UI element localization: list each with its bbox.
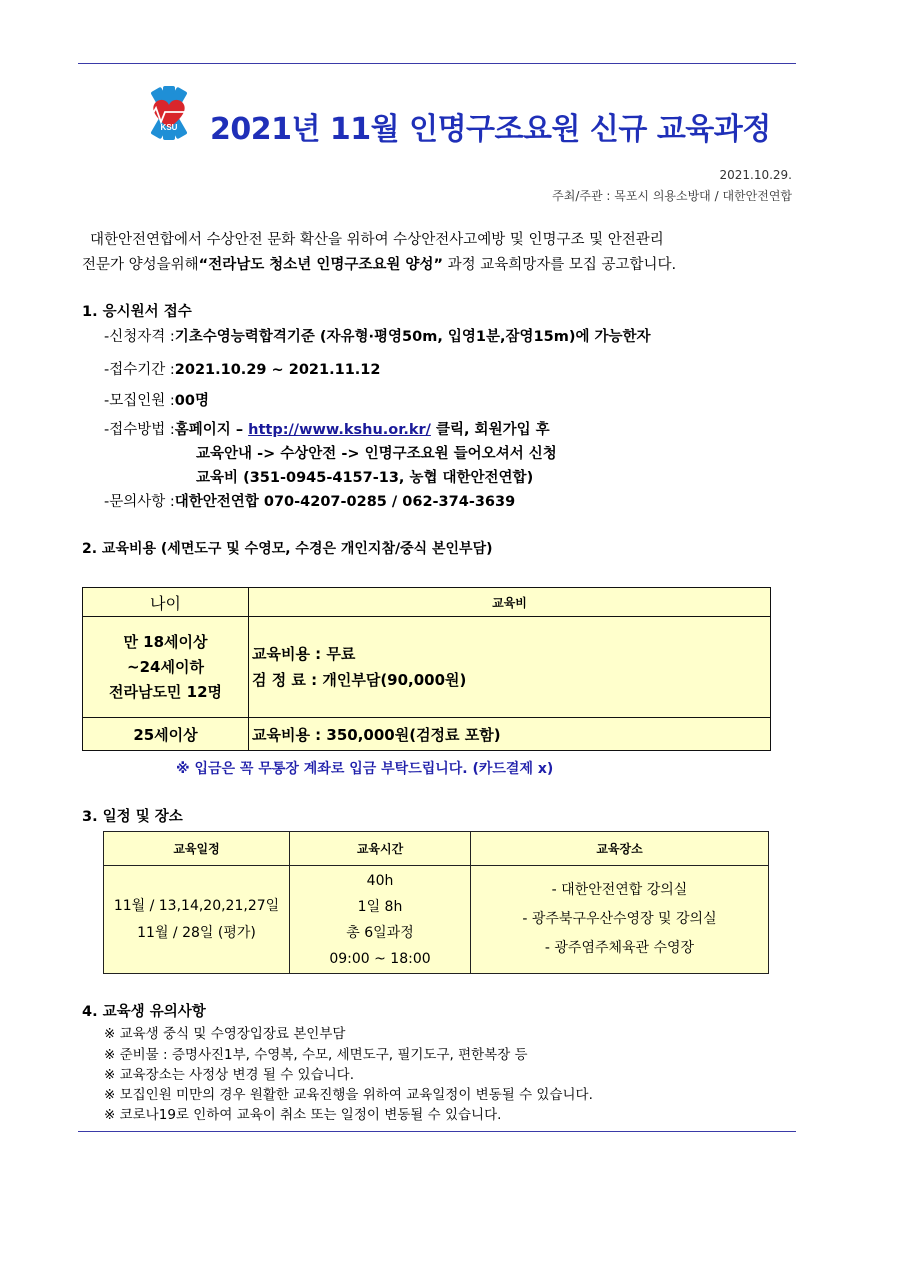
qualification-row: -신청자격 :기초수영능력합격기준 (자유형·평영50m, 입영1분,잠영15m)에 가능한자 — [104, 329, 651, 345]
col-fee-header: 교육비 — [249, 588, 771, 617]
contact-row: -문의사항 :대한안전연합 070-4207-0285 / 062-374-3639 — [104, 494, 516, 510]
caution-item: ※ 교육장소는 사정상 변경 될 수 있습니다. — [104, 1067, 355, 1083]
adult-fee-cell: 교육비용 : 350,000원(검정료 포함) — [249, 718, 771, 751]
issue-date: 2021.10.29. — [719, 168, 792, 182]
logo-text: KSU — [160, 123, 178, 132]
caution-item: ※ 코로나19로 인하여 교육이 취소 또는 일정이 변동될 수 있습니다. — [104, 1107, 502, 1123]
col-time-header: 교육시간 — [290, 832, 471, 866]
schedule-times-cell: 40h 1일 8h 총 6일과정 09:00 ~ 18:00 — [290, 866, 471, 974]
section-2-heading: 2. 교육비용 (세면도구 및 수영모, 수경은 개인지참/중식 본인부담) — [82, 541, 493, 557]
fee-table-header — [83, 588, 771, 617]
top-rule — [78, 63, 796, 64]
count-row: -모집인원 :00명 — [104, 393, 209, 409]
host-line: 주최/주관 : 목포시 의용소방대 / 대한안전연합 — [552, 189, 792, 203]
fee-table — [82, 587, 771, 751]
period-row: -접수기간 :2021.10.29 ~ 2021.11.12 — [104, 362, 381, 378]
col-age-header: 나이 — [83, 588, 249, 617]
section-3-heading: 3. 일정 및 장소 — [82, 809, 183, 825]
youth-fee-cell: 교육비용 : 무료 검 정 료 : 개인부담(90,000원) — [249, 617, 771, 718]
caution-item: ※ 교육생 중식 및 수영장입장료 본인부담 — [104, 1026, 346, 1042]
method-line-3: 교육비 (351-0945-4157-13, 농협 대한안전연합) — [196, 470, 534, 486]
homepage-link[interactable]: http://www.kshu.or.kr/ — [248, 422, 431, 438]
youth-age-cell: 만 18세이상 ~24세이하 전라남도민 12명 — [83, 617, 249, 718]
intro-line-2: 전문가 양성을위해“전라남도 청소년 인명구조요원 양성” 과정 교육희망자를 모집 공고합니다. — [82, 257, 677, 273]
intro-paragraph — [82, 228, 794, 278]
col-place-header: 교육장소 — [471, 832, 769, 866]
caution-item: ※ 모집인원 미만의 경우 원활한 교육진행을 위하여 교육일정이 변동될 수 있습니다. — [104, 1087, 593, 1103]
schedule-places-cell: - 대한안전연합 강의실 - 광주북구우산수영장 및 강의실 - 광주염주체육관 수영장 — [471, 866, 769, 974]
section-1-heading: 1. 응시원서 접수 — [82, 304, 192, 320]
schedule-dates-cell: 11월 / 13,14,20,21,27일 11월 / 28일 (평가) — [104, 866, 290, 974]
section-4-heading: 4. 교육생 유의사항 — [82, 1004, 206, 1020]
intro-line-1: 대한안전연합에서 수상안전 문화 확산을 위하여 수상안전사고예방 및 인명구조 및 안전관리 — [90, 232, 664, 248]
method-row: -접수방법 :홈페이지 – http://www.kshu.or.kr/ 클릭, 회원가입 후 — [104, 422, 550, 438]
ksu-logo — [136, 84, 202, 142]
fee-row-youth — [83, 617, 771, 718]
schedule-header — [104, 832, 769, 866]
payment-note: ※ 입금은 꼭 무통장 계좌로 입금 부탁드립니다. (카드결제 x) — [176, 761, 554, 777]
caution-item: ※ 준비물 : 증명사진1부, 수영복, 수모, 세면도구, 필기도구, 편한복장 등 — [104, 1047, 528, 1063]
intro-highlight: “전라남도 청소년 인명구조요원 양성” — [198, 257, 443, 273]
schedule-row — [104, 866, 769, 974]
fee-row-adult — [83, 718, 771, 751]
col-date-header: 교육일정 — [104, 832, 290, 866]
bottom-rule — [78, 1131, 796, 1132]
schedule-table — [103, 831, 769, 974]
method-line-2: 교육안내 -> 수상안전 -> 인명구조요원 들어오셔서 신청 — [196, 446, 557, 462]
page-title: 2021년 11월 인명구조요원 신규 교육과정 — [210, 112, 771, 147]
adult-age-cell: 25세이상 — [83, 718, 249, 751]
